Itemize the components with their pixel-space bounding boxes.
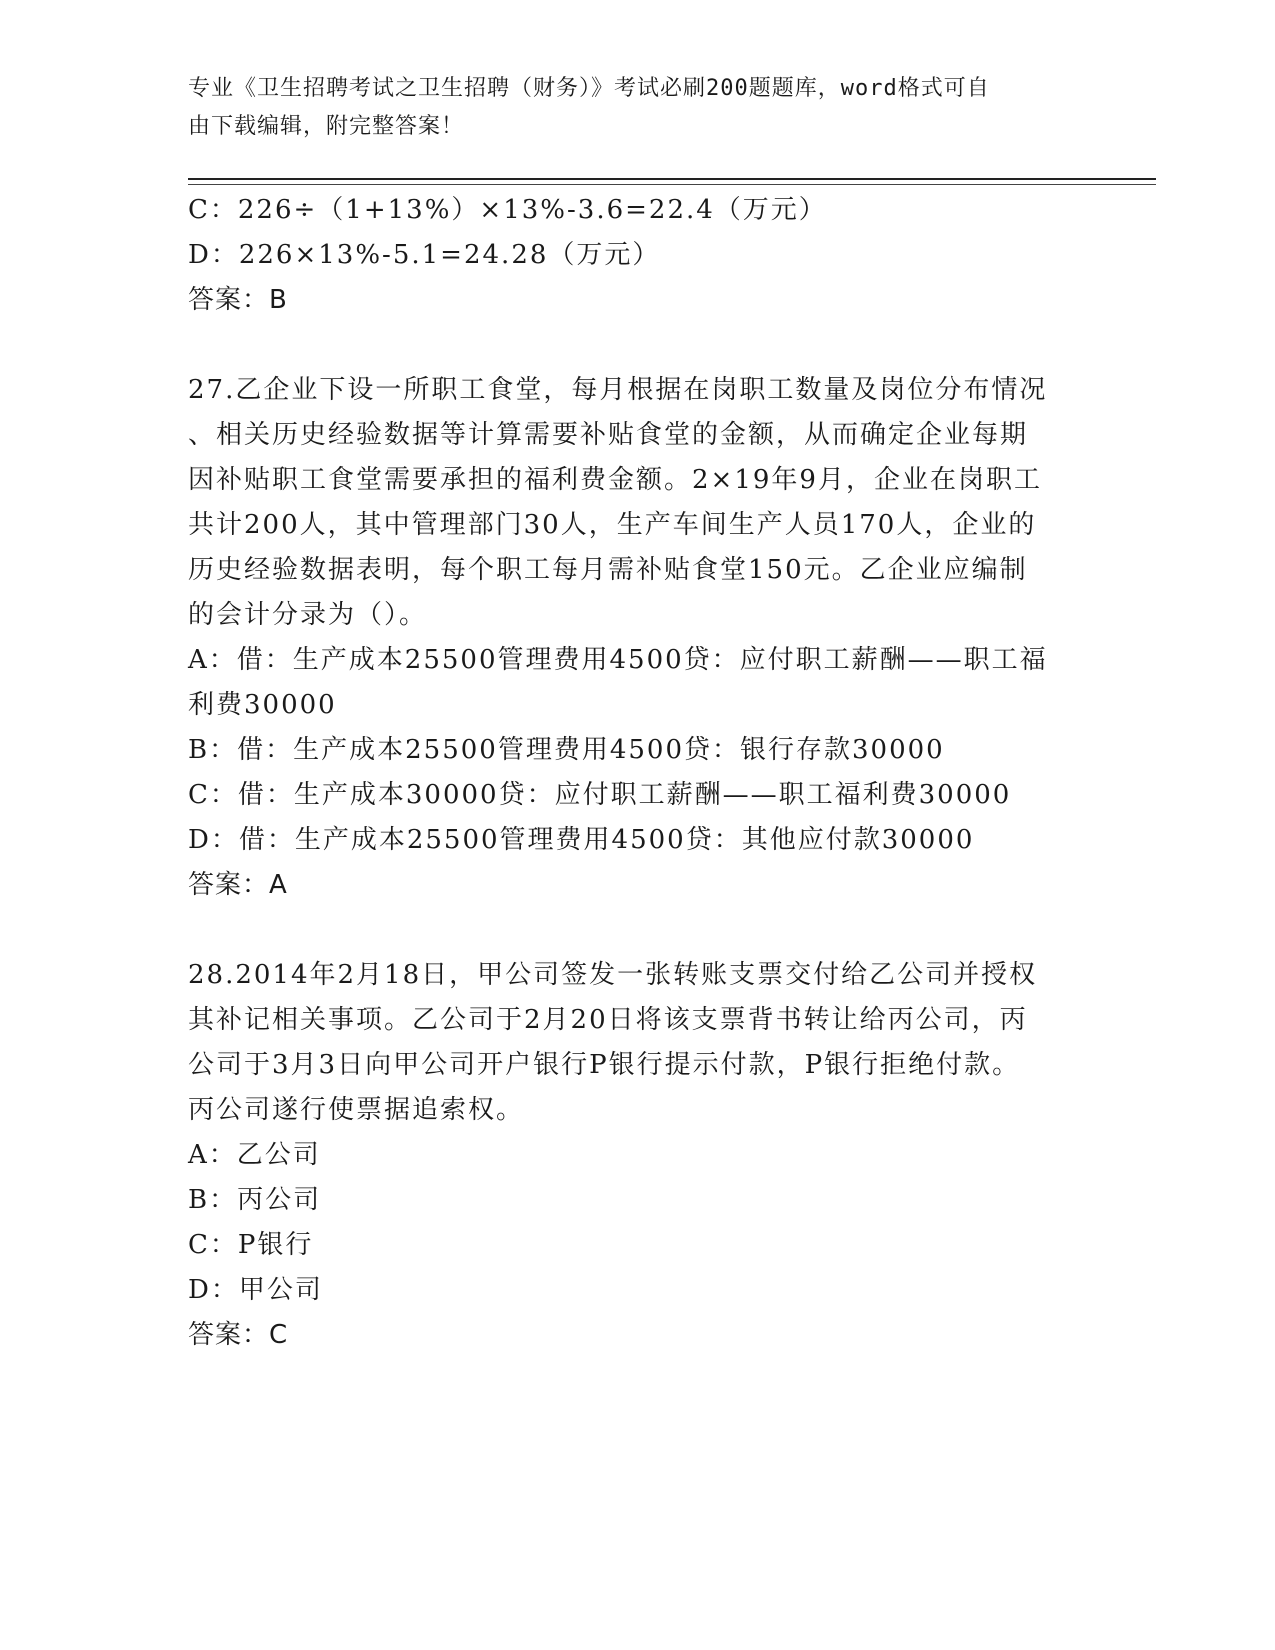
answer: 答案：A xyxy=(188,870,288,900)
option-d: D：226×13%-5.1=24.28（万元） xyxy=(188,240,661,270)
option-c: C：226÷（1+13%）×13%-3.6=22.4（万元） xyxy=(188,195,827,225)
question-27 xyxy=(188,368,1088,908)
question-26 xyxy=(188,188,1088,323)
option-c: C：P银行 xyxy=(188,1230,314,1260)
answer: 答案：B xyxy=(188,285,288,315)
question-stem-line: 的会计分录为（）。 xyxy=(188,600,428,630)
answer: 答案：C xyxy=(188,1320,289,1350)
question-stem-line: 其补记相关事项。乙公司于2月20日将该支票背书转让给丙公司，丙 xyxy=(188,1005,1028,1035)
question-stem-line: 、相关历史经验数据等计算需要补贴食堂的金额，从而确定企业每期 xyxy=(188,420,1029,450)
option-b: B：丙公司 xyxy=(188,1185,322,1215)
spacer xyxy=(188,908,1088,953)
option-a: A：借：生产成本25500管理费用4500贷：应付职工薪酬——职工福 xyxy=(188,645,1048,675)
question-stem-line: 共计200人，其中管理部门30人，生产车间生产人员170人，企业的 xyxy=(188,510,1037,540)
question-stem-line: 丙公司遂行使票据追索权。 xyxy=(188,1095,525,1125)
option-a: A：乙公司 xyxy=(188,1140,321,1170)
question-stem-line: 历史经验数据表明，每个职工每月需补贴食堂150元。乙企业应编制 xyxy=(188,555,1028,585)
option-a-continued: 利费30000 xyxy=(188,690,337,720)
option-d: D：借：生产成本25500管理费用4500贷：其他应付款30000 xyxy=(188,825,975,855)
question-stem-line: 28.2014年2月18日，甲公司签发一张转账支票交付给乙公司并授权 xyxy=(188,960,1038,990)
header-divider-thick xyxy=(188,178,1156,180)
spacer xyxy=(188,323,1088,368)
option-d: D：甲公司 xyxy=(188,1275,323,1305)
option-b: B：借：生产成本25500管理费用4500贷：银行存款30000 xyxy=(188,735,945,765)
question-stem-line: 公司于3月3日向甲公司开户银行P银行提示付款，P银行拒绝付款。 xyxy=(188,1050,1021,1080)
page-header xyxy=(188,70,1078,146)
document-body xyxy=(188,188,1088,1358)
question-stem-line: 27.乙企业下设一所职工食堂，每月根据在岗职工数量及岗位分布情况 xyxy=(188,375,1048,405)
header-divider-thin xyxy=(188,184,1156,185)
header-line-1: 专业《卫生招聘考试之卫生招聘（财务）》考试必刷200题题库，word格式可自 xyxy=(188,76,990,101)
question-28 xyxy=(188,953,1088,1358)
header-line-2: 由下载编辑，附完整答案！ xyxy=(188,114,465,139)
option-c: C：借：生产成本30000贷：应付职工薪酬——职工福利费30000 xyxy=(188,780,1012,810)
question-stem-line: 因补贴职工食堂需要承担的福利费金额。2×19年9月，企业在岗职工 xyxy=(188,465,1042,495)
